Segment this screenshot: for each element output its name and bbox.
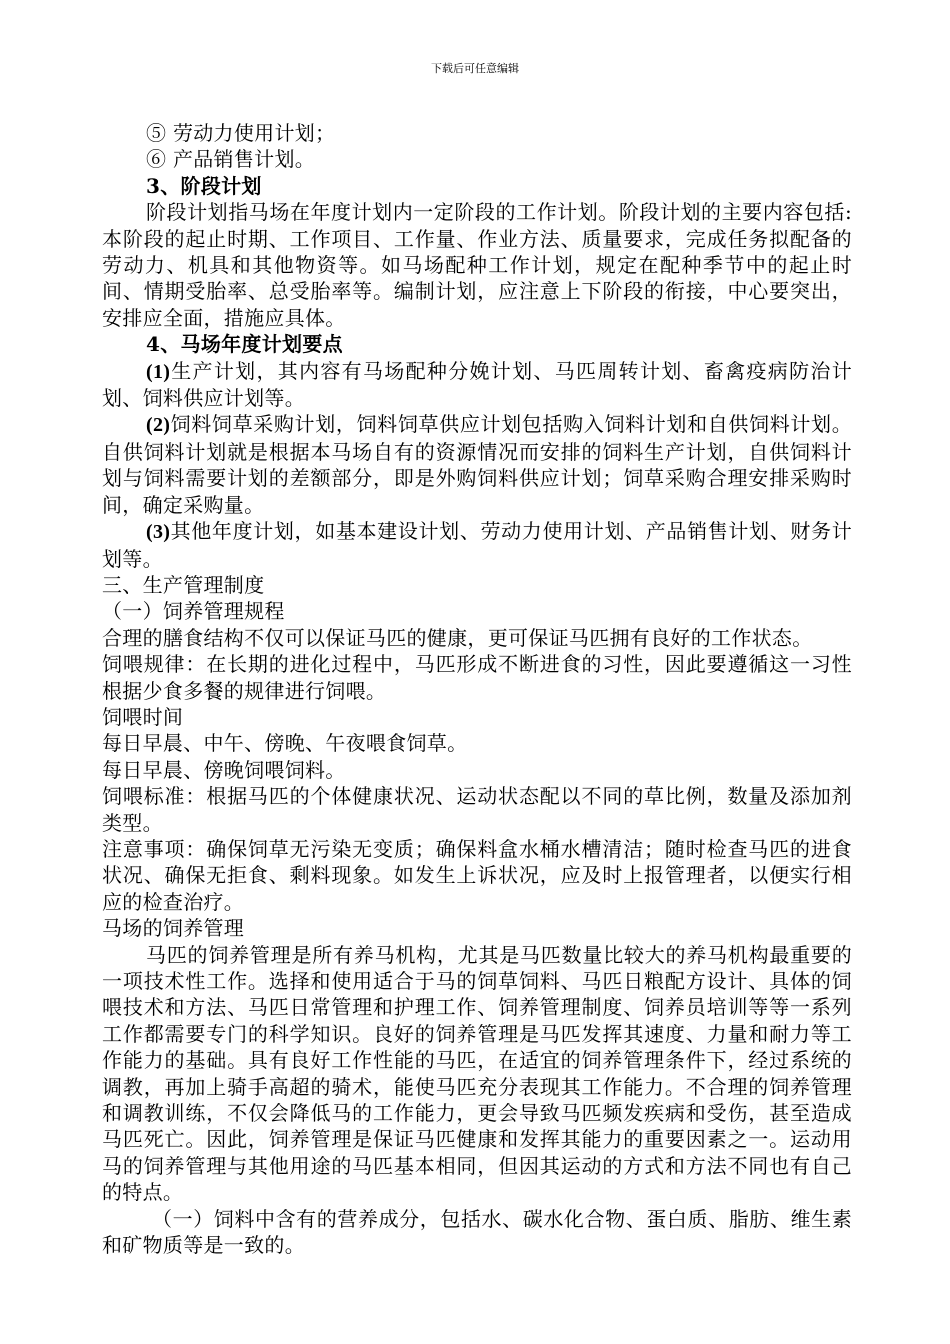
point-text-3: 其他年度计划，如基本建设计划、劳动力使用计划、产品销售计划、财务计划等。 <box>102 519 852 571</box>
paragraph-feed-purchase-plan <box>102 411 852 518</box>
line-feeding-time-feed: 每日早晨、傍晚饲喂饲料。 <box>102 757 346 782</box>
list-item-labor-plan: ⑤ 劳动力使用计划； <box>146 121 336 145</box>
point-number-1: (1) <box>146 360 171 383</box>
paragraph-production-plan <box>102 358 852 412</box>
heading-feeding-time: 饲喂时间 <box>102 704 184 729</box>
paragraph-notice: 注意事项：确保饲草无污染无变质；确保料盒水桶水槽清洁；随时检查马匹的进食状况、确保无拒食、剩料现象。如发生上诉状况，应及时上报管理者，以便实行相应的检查治疗。 <box>102 836 852 914</box>
paragraph-feeding-law: 饲喂规律：在长期的进化过程中，马匹形成不断进食的习性，因此要遵循这一习性根据少食多餐的规律进行饲喂。 <box>102 652 852 703</box>
section-heading-stage-plan: 3、阶段计划 <box>146 173 262 198</box>
paragraph-diet-structure: 合理的膳食结构不仅可以保证马匹的健康，更可保证马匹拥有良好的工作状态。 <box>102 625 813 650</box>
point-text-1: 生产计划，其内容有马场配种分娩计划、马匹周转计划、畜禽疫病防治计划、饲料供应计划等。 <box>102 358 852 411</box>
paragraph-farm-feeding-management: 马匹的饲养管理是所有养马机构，尤其是马匹数量比较大的养马机构最重要的一项技术性工作。选择和使用适合于马的饲草饲料、马匹日粮配方设计、具体的饲喂技术和方法、马匹日常管理和护理工作、饲养管理制度、饲养员培训等等一系列工作都需要专门的科学知识。良好的饲养管理是马匹发挥其速度、力量和耐力等工作能力的基础。具有良好工作性能的马匹，在适宜的饲养管理条件下，经过系统的调教，再加上骑手高超的骑术，能使马匹充分表现其工作能力。不合理的饲养管理和调教训练，不仅会降低马的工作能力，更会导致马匹频发疾病和受伤，甚至造成马匹死亡。因此，饲养管理是保证马匹健康和发挥其能力的重要因素之一。运动用马的饲养管理与其他用途的马匹基本相同，但因其运动的方式和方法不同也有自己的特点。 <box>102 942 852 1205</box>
heading-farm-feeding-management: 马场的饲养管理 <box>102 916 245 941</box>
page-header-note: 下载后可任意编辑 <box>431 62 519 75</box>
list-item-sales-plan: ⑥ 产品销售计划。 <box>146 147 316 172</box>
point-number-3: (3) <box>146 521 171 544</box>
line-feeding-time-grass: 每日早晨、中午、傍晚、午夜喂食饲草。 <box>102 731 468 756</box>
paragraph-stage-plan: 阶段计划指马场在年度计划内一定阶段的工作计划。阶段计划的主要内容包括:本阶段的起止时期、工作项目、工作量、作业方法、质量要求，完成任务拟配备的劳动力、机具和其他物资等。如马场配种工作计划，规定在配种季节中的起止时间、情期受胎率、总受胎率等。编制计划，应注意上下阶段的衔接，中心要突出，安排应全面，措施应具体。 <box>102 200 852 330</box>
point-number-2: (2) <box>146 414 171 437</box>
paragraph-other-plans <box>102 518 852 572</box>
section-heading-annual-plan: 4、马场年度计划要点 <box>146 332 343 357</box>
part-heading-production-rules: 三、生产管理制度 <box>102 572 265 597</box>
document-body <box>102 120 852 1258</box>
point-text-2: 饲料饲草采购计划，饲料饲草供应计划包括购入饲料计划和自供饲料计划。自供饲料计划就是根据本马场自有的资源情况而安排的饲料生产计划，自供饲料计划与饲料需要计划的差额部分，即是外购饲料供应计划；饲草采购合理安排采购时间，确定采购量。 <box>102 412 852 517</box>
paragraph-feed-nutrients: （一）饲料中含有的营养成分，包括水、碳水化合物、蛋白质、脂肪、维生素和矿物质等是一致的。 <box>102 1206 852 1258</box>
paragraph-feeding-standard: 饲喂标准：根据马匹的个体健康状况、运动状态配以不同的草比例，数量及添加剂类型。 <box>102 784 852 835</box>
sub-heading-feeding-rules: （一）饲养管理规程 <box>102 599 285 624</box>
